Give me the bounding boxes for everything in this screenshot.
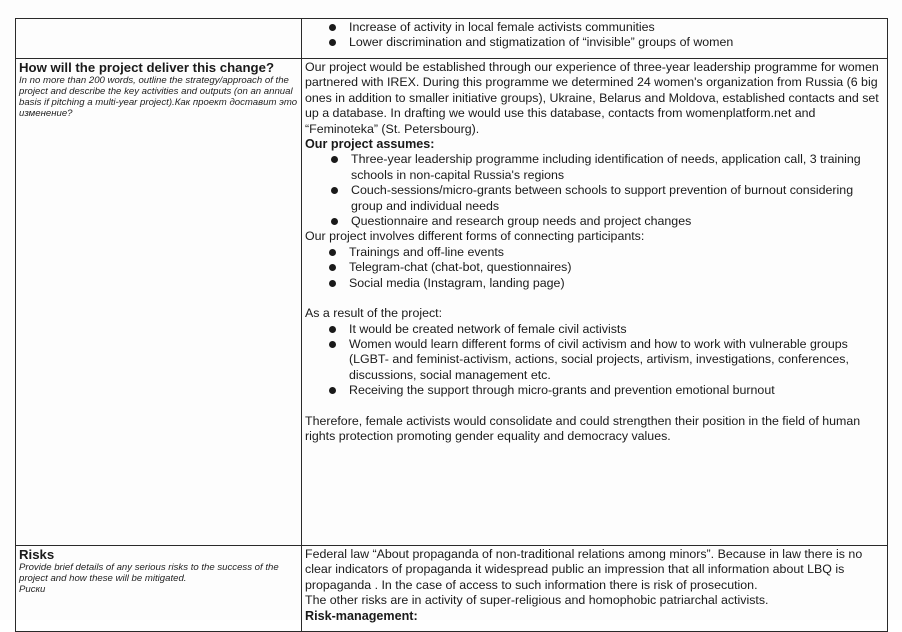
bullet-icon <box>329 387 336 394</box>
bullet-icon <box>331 218 338 225</box>
risks-label-cell <box>16 546 302 632</box>
list-item <box>305 152 883 183</box>
bullet-text: Increase of activity in local female activists communities <box>349 20 655 34</box>
list-item <box>305 337 883 383</box>
delivery-conclusion: Therefore, female activists would consolidate and could strengthen their position in the field of human rights protection promoting gender equality and democracy values. <box>305 413 861 443</box>
bullet-icon <box>329 326 336 333</box>
risks-row <box>16 546 888 632</box>
list-item <box>305 322 883 337</box>
bullet-text: Receiving the support through micro-grants and prevention emotional burnout <box>349 383 775 398</box>
delivery-content-cell <box>302 59 888 546</box>
bullet-icon <box>329 24 336 31</box>
spacer <box>305 291 883 306</box>
list-item <box>305 245 883 260</box>
bullet-icon <box>331 156 338 163</box>
list-item <box>305 214 883 229</box>
outcomes-label-cell <box>16 19 302 59</box>
bullet-text: Couch-sessions/micro-grants between schools to support prevention of burnout considering group and individual needs <box>351 183 854 213</box>
delivery-label-cell <box>16 59 302 546</box>
bullet-icon <box>329 39 336 46</box>
delivery-help-text: In no more than 200 words, outline the strategy/approach of the project and describe the key activities and outputs (on an annual basis if pitching a multi-year project).Как проект доставит это изменение? <box>19 75 298 119</box>
outcomes-row <box>16 19 888 59</box>
bullet-icon <box>329 341 336 348</box>
list-item <box>305 276 883 291</box>
spacer <box>305 399 883 414</box>
bullet-text: It would be created network of female civil activists <box>349 321 627 336</box>
outcomes-content-cell <box>302 19 888 59</box>
delivery-row <box>16 59 888 546</box>
forms-intro: Our project involves different forms of connecting participants: <box>305 229 645 244</box>
bullet-icon <box>329 264 336 271</box>
results-list <box>305 322 883 399</box>
bullet-text: Questionnaire and research group needs and project changes <box>351 214 692 229</box>
bullet-icon <box>331 187 338 194</box>
bullet-text: Three-year leadership programme including identification of needs, application call, 3 training schools in non-capital Russia's regions <box>351 152 861 182</box>
bullet-text: Trainings and off-line events <box>349 244 504 259</box>
bullet-text: Women would learn different forms of civil activism and how to work with vulnerable groups (LGBT- and feminist-activism, actions, social projects, artivism, investigations, conferences, discussions, social management etc. <box>349 336 849 382</box>
proposal-form-table <box>15 18 888 632</box>
assumes-list <box>305 152 883 229</box>
risks-content-cell <box>302 546 888 632</box>
list-item <box>305 20 883 35</box>
risks-question: Risks <box>19 547 55 562</box>
risk-management-heading: Risk-management: <box>305 608 418 623</box>
outcomes-list <box>305 20 883 51</box>
bullet-text: Telegram-chat (chat-bot, questionnaires) <box>349 260 572 275</box>
bullet-icon <box>329 280 336 287</box>
list-item <box>305 260 883 275</box>
list-item <box>305 383 883 398</box>
bullet-icon <box>329 249 336 256</box>
delivery-question: How will the project deliver this change? <box>19 60 275 75</box>
assumes-heading: Our project assumes: <box>305 137 435 152</box>
bullet-text: Social media (Instagram, landing page) <box>349 275 565 290</box>
forms-list <box>305 245 883 291</box>
result-intro: As a result of the project: <box>305 306 443 321</box>
list-item <box>305 35 883 50</box>
delivery-intro: Our project would be established through our experience of three-year leadership programme for women partnered with IREX. During this programme we determined 24 women's organization from Russia (6 big ones in addition to smaller initiative groups), Ukraine, Belarus and Moldova, established contacts and set up a database. In drafting we would use this database, contacts from womenplatform.net and “Feminoteka” (St. Petersbourg). <box>305 60 879 136</box>
risks-paragraph-activists: The other risks are in activity of super-religious and homophobic patriarchal activists. <box>305 593 769 608</box>
risks-help-text: Provide brief details of any serious risks to the success of the project and how these will be mitigated. Риски <box>19 562 279 595</box>
bullet-text: Lower discrimination and stigmatization of “invisible” groups of women <box>349 35 734 50</box>
list-item <box>305 183 883 214</box>
risks-paragraph-law: Federal law “About propaganda of non-traditional relations among minors”. Because in law there is no clear indicators of propaganda it widespread public an impression that all information about LBQ is propaganda . In the case of access to such information there is risk of prosecution. <box>305 547 863 592</box>
